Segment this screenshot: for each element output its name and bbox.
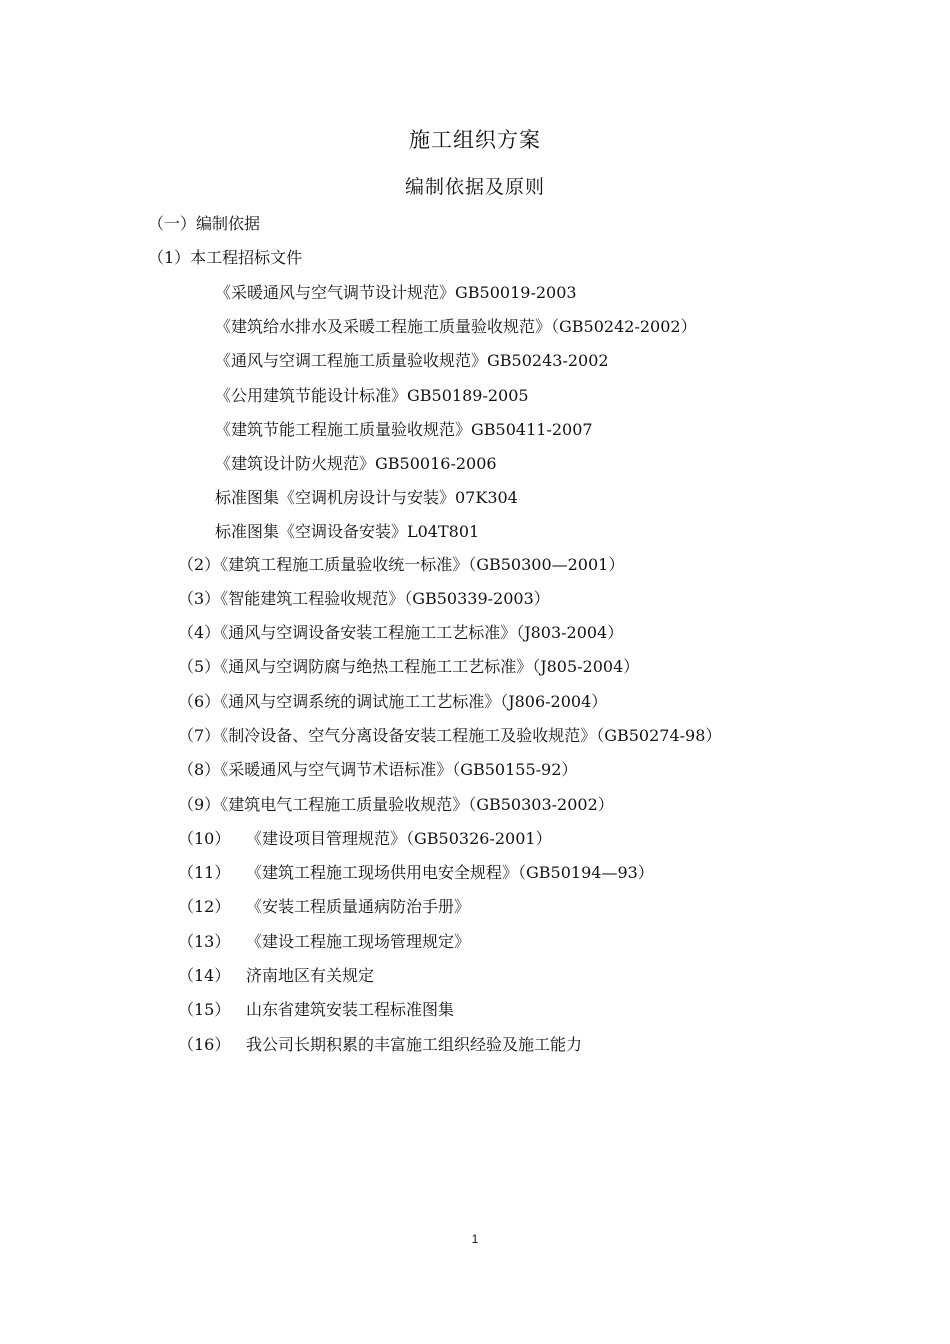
item-number: （12） bbox=[178, 897, 231, 916]
item-number: （3） bbox=[178, 589, 221, 608]
numbered-item bbox=[178, 759, 577, 781]
item-text: 《建筑电气工程施工质量验收规范》（GB50303-2002） bbox=[220, 795, 614, 814]
reference-line: 《采暖通风与空气调节设计规范》GB50019-2003 bbox=[215, 283, 577, 302]
item-text: 我公司长期积累的丰富施工组织经验及施工能力 bbox=[246, 1035, 583, 1054]
reference-line: 标准图集《空调机房设计与安装》07K304 bbox=[215, 488, 518, 507]
item-number: （14） bbox=[178, 966, 231, 985]
numbered-item bbox=[178, 554, 624, 576]
item-number: （13） bbox=[178, 932, 231, 951]
item-number: （11） bbox=[178, 863, 231, 882]
numbered-item bbox=[178, 965, 374, 987]
item-text: 《制冷设备、空气分离设备安装工程施工及验收规范》（GB50274-98） bbox=[220, 726, 722, 745]
item-1-heading: （1）本工程招标文件 bbox=[148, 248, 303, 267]
item-text: 《建筑工程施工质量验收统一标准》（GB50300—2001） bbox=[220, 555, 625, 574]
item-number: （6） bbox=[178, 692, 221, 711]
reference-line: 《公用建筑节能设计标准》GB50189-2005 bbox=[215, 386, 529, 405]
item-number: （15） bbox=[178, 1000, 231, 1019]
item-text: 《智能建筑工程验收规范》（GB50339-2003） bbox=[220, 589, 550, 608]
item-text: 《通风与空调设备安装工程施工工艺标准》（J803-2004） bbox=[220, 623, 624, 642]
item-text: 《采暖通风与空气调节术语标准》（GB50155-92） bbox=[220, 760, 578, 779]
reference-line: 标准图集《空调设备安装》L04T801 bbox=[215, 522, 480, 541]
reference-line: 《建筑给水排水及采暖工程施工质量验收规范》（GB50242-2002） bbox=[215, 317, 697, 336]
section-heading: （一）编制依据 bbox=[148, 214, 261, 233]
item-text: 《建设工程施工现场管理规定》 bbox=[246, 932, 471, 951]
item-text: 《建筑工程施工现场供用电安全规程》（GB50194—93） bbox=[246, 863, 654, 882]
numbered-item bbox=[178, 691, 607, 713]
item-number: （7） bbox=[178, 726, 221, 745]
item-number: （4） bbox=[178, 623, 221, 642]
numbered-item bbox=[178, 622, 623, 644]
item-text: 济南地区有关规定 bbox=[246, 966, 375, 985]
numbered-item bbox=[178, 725, 721, 747]
numbered-item bbox=[178, 656, 639, 678]
numbered-item bbox=[178, 896, 470, 918]
page-number: 1 bbox=[471, 1232, 479, 1246]
reference-line: 《通风与空调工程施工质量验收规范》GB50243-2002 bbox=[215, 351, 609, 370]
item-text: 山东省建筑安装工程标准图集 bbox=[246, 1000, 455, 1019]
item-text: 《通风与空调防腐与绝热工程施工工艺标准》（J805-2004） bbox=[220, 657, 640, 676]
item-number: （9） bbox=[178, 795, 221, 814]
item-number: （2） bbox=[178, 555, 221, 574]
item-number: （5） bbox=[178, 657, 221, 676]
numbered-item bbox=[178, 828, 552, 850]
item-text: 《通风与空调系统的调试施工工艺标准》（J806-2004） bbox=[220, 692, 608, 711]
numbered-item bbox=[178, 931, 470, 953]
numbered-item bbox=[178, 794, 614, 816]
document-title: 施工组织方案 bbox=[409, 128, 541, 152]
reference-line: 《建筑设计防火规范》GB50016-2006 bbox=[215, 454, 497, 473]
item-number: （16） bbox=[178, 1035, 231, 1054]
numbered-item bbox=[178, 1034, 582, 1056]
item-text: 《建设项目管理规范》（GB50326-2001） bbox=[246, 829, 552, 848]
reference-line: 《建筑节能工程施工质量验收规范》GB50411-2007 bbox=[215, 420, 593, 439]
item-text: 《安装工程质量通病防治手册》 bbox=[246, 897, 471, 916]
numbered-item bbox=[178, 862, 654, 884]
item-number: （8） bbox=[178, 760, 221, 779]
numbered-item bbox=[178, 999, 454, 1021]
document-subtitle: 编制依据及原则 bbox=[404, 176, 545, 198]
numbered-item bbox=[178, 588, 550, 610]
item-number: （10） bbox=[178, 829, 231, 848]
